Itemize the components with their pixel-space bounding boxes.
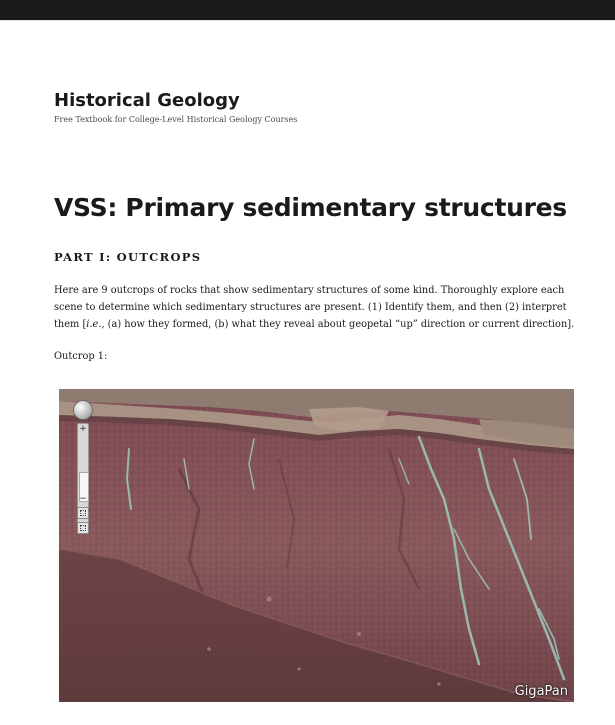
view-toggle-icon[interactable] xyxy=(77,522,89,534)
site-title[interactable]: Historical Geology xyxy=(54,90,240,111)
section-heading: PART I: OUTCROPS xyxy=(54,250,202,264)
pan-control-icon[interactable] xyxy=(73,400,93,420)
intro-line-3-end: , (a) how they formed, (b) what they reveal about geopetal “up” direction or current direction]. xyxy=(101,319,575,330)
fullscreen-icon[interactable] xyxy=(77,507,89,519)
top-bar-divider xyxy=(0,20,615,21)
intro-paragraph xyxy=(54,282,574,333)
outcrop-label: Outcrop 1: xyxy=(54,351,108,362)
intro-line-3-ie: i.e. xyxy=(86,319,102,330)
outcrop-panorama-image[interactable] xyxy=(59,389,574,702)
intro-line-3 xyxy=(54,319,574,330)
top-bar xyxy=(0,0,615,20)
intro-line-1: Here are 9 outcrops of rocks that show sedimentary structures of some kind. Thoroughly explore each xyxy=(54,285,565,296)
gigapan-logo[interactable]: GigaPan xyxy=(514,684,568,699)
intro-line-3-start: them [ xyxy=(54,319,87,330)
intro-line-2: scene to determine which sedimentary structures are present. (1) Identify them, and then (2) interpret xyxy=(54,302,567,313)
zoom-out-icon[interactable]: − xyxy=(79,494,87,504)
site-description: Free Textbook for College-Level Historical Geology Courses xyxy=(54,115,298,124)
gigapan-viewer[interactable] xyxy=(59,389,574,702)
page-title: VSS: Primary sedimentary structures xyxy=(54,193,567,222)
zoom-in-icon[interactable]: + xyxy=(79,424,87,434)
